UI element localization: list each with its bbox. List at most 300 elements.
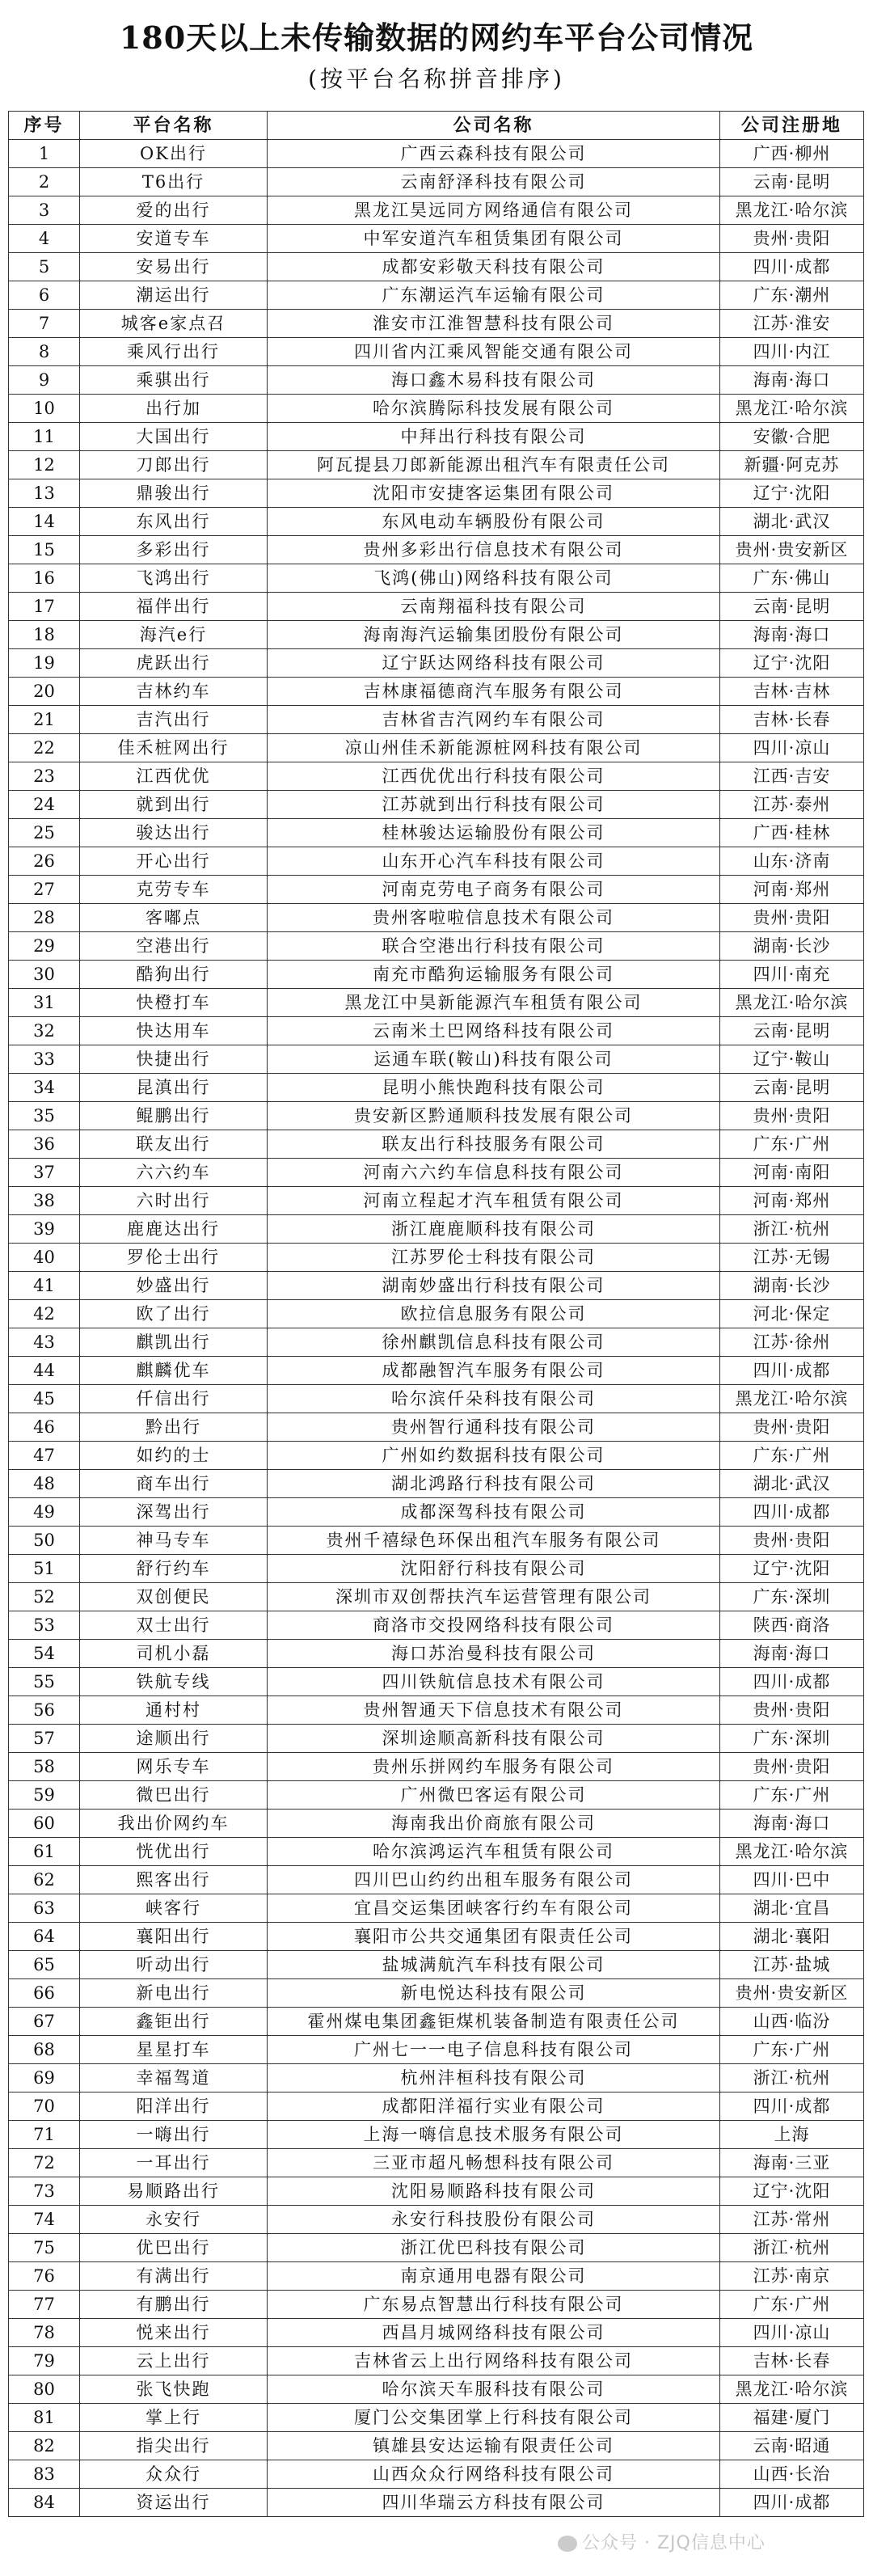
cell-location: 山东·济南 xyxy=(720,847,864,876)
cell-index: 39 xyxy=(9,1215,80,1244)
cell-location: 辽宁·沈阳 xyxy=(720,2177,864,2206)
cell-company-name: 霍州煤电集团鑫钜煤机装备制造有限责任公司 xyxy=(268,2008,720,2036)
cell-index: 48 xyxy=(9,1470,80,1498)
cell-index: 58 xyxy=(9,1753,80,1781)
table-row xyxy=(9,281,864,310)
cell-company-name: 桂林骏达运输股份有限公司 xyxy=(268,819,720,847)
cell-platform-name: 黔出行 xyxy=(80,1413,268,1442)
cell-platform-name: 襄阳出行 xyxy=(80,1923,268,1951)
cell-location: 江苏·泰州 xyxy=(720,791,864,819)
table-row xyxy=(9,1470,864,1498)
cell-platform-name: 麒凯出行 xyxy=(80,1328,268,1357)
table-row xyxy=(9,423,864,451)
table-row xyxy=(9,621,864,649)
cell-index: 71 xyxy=(9,2121,80,2149)
cell-index: 78 xyxy=(9,2319,80,2347)
cell-index: 44 xyxy=(9,1357,80,1385)
cell-location: 贵州·贵阳 xyxy=(720,1413,864,1442)
cell-platform-name: 众众行 xyxy=(80,2460,268,2489)
table-row xyxy=(9,1781,864,1810)
cell-index: 53 xyxy=(9,1611,80,1640)
cell-company-name: 江苏就到出行科技有限公司 xyxy=(268,791,720,819)
table-row xyxy=(9,2404,864,2432)
cell-location: 辽宁·鞍山 xyxy=(720,1045,864,1074)
cell-platform-name: 悦来出行 xyxy=(80,2319,268,2347)
cell-index: 62 xyxy=(9,1866,80,1894)
table-body xyxy=(9,140,864,2517)
cell-platform-name: 神马专车 xyxy=(80,1527,268,1555)
table-row xyxy=(9,1385,864,1413)
cell-company-name: 东风电动车辆股份有限公司 xyxy=(268,508,720,536)
cell-platform-name: 骏达出行 xyxy=(80,819,268,847)
cell-company-name: 联友出行科技服务有限公司 xyxy=(268,1130,720,1159)
table-row xyxy=(9,1555,864,1583)
cell-platform-name: 途顺出行 xyxy=(80,1725,268,1753)
cell-location: 海南·三亚 xyxy=(720,2149,864,2177)
table-row xyxy=(9,2036,864,2064)
cell-company-name: 南充市酷狗运输服务有限公司 xyxy=(268,961,720,989)
cell-platform-name: 仟信出行 xyxy=(80,1385,268,1413)
cell-location: 黑龙江·哈尔滨 xyxy=(720,395,864,423)
cell-company-name: 徐州麒凯信息科技有限公司 xyxy=(268,1328,720,1357)
cell-index: 30 xyxy=(9,961,80,989)
cell-location: 江苏·徐州 xyxy=(720,1328,864,1357)
cell-location: 四川·巴中 xyxy=(720,1866,864,1894)
cell-company-name: 云南米土巴网络科技有限公司 xyxy=(268,1017,720,1045)
table-row xyxy=(9,536,864,564)
cell-index: 5 xyxy=(9,253,80,281)
cell-location: 湖南·长沙 xyxy=(720,932,864,961)
cell-platform-name: 一耳出行 xyxy=(80,2149,268,2177)
cell-platform-name: 克劳专车 xyxy=(80,876,268,904)
cell-location: 浙江·杭州 xyxy=(720,2234,864,2262)
cell-company-name: 凉山州佳禾新能源桩网科技有限公司 xyxy=(268,734,720,762)
cell-location: 云南·昭通 xyxy=(720,2432,864,2460)
cell-index: 24 xyxy=(9,791,80,819)
cell-platform-name: 恍优出行 xyxy=(80,1838,268,1866)
cell-index: 69 xyxy=(9,2064,80,2092)
cell-location: 海南·海口 xyxy=(720,1810,864,1838)
table-row xyxy=(9,1696,864,1725)
cell-location: 黑龙江·哈尔滨 xyxy=(720,2375,864,2404)
cell-company-name: 杭州沣桓科技有限公司 xyxy=(268,2064,720,2092)
cell-location: 广东·潮州 xyxy=(720,281,864,310)
cell-location: 贵州·贵阳 xyxy=(720,904,864,932)
cell-location: 黑龙江·哈尔滨 xyxy=(720,989,864,1017)
table-row xyxy=(9,2262,864,2291)
cell-company-name: 湖北鸿路行科技有限公司 xyxy=(268,1470,720,1498)
document-subtitle: (按平台名称拼音排序) xyxy=(308,65,565,92)
table-row xyxy=(9,2489,864,2517)
cell-location: 云南·昆明 xyxy=(720,1074,864,1102)
cell-platform-name: 罗伦士出行 xyxy=(80,1244,268,1272)
cell-platform-name: 鑫钜出行 xyxy=(80,2008,268,2036)
cell-index: 79 xyxy=(9,2347,80,2375)
cell-location: 江苏·无锡 xyxy=(720,1244,864,1272)
cell-index: 10 xyxy=(9,395,80,423)
cell-company-name: 贵州乐拼网约车服务有限公司 xyxy=(268,1753,720,1781)
cell-index: 61 xyxy=(9,1838,80,1866)
cell-location: 辽宁·沈阳 xyxy=(720,479,864,508)
table-row xyxy=(9,1923,864,1951)
cell-platform-name: 吉汽出行 xyxy=(80,706,268,734)
cell-location: 四川·凉山 xyxy=(720,2319,864,2347)
cell-company-name: 深圳途顺高新科技有限公司 xyxy=(268,1725,720,1753)
cell-company-name: 海口苏治曼科技有限公司 xyxy=(268,1640,720,1668)
cell-location: 云南·昆明 xyxy=(720,1017,864,1045)
cell-index: 8 xyxy=(9,338,80,366)
cell-company-name: 南京通用电器有限公司 xyxy=(268,2262,720,2291)
cell-company-name: 辽宁跃达网络科技有限公司 xyxy=(268,649,720,678)
table-row xyxy=(9,1045,864,1074)
cell-company-name: 云南翔福科技有限公司 xyxy=(268,593,720,621)
table-row xyxy=(9,2234,864,2262)
cell-platform-name: OK出行 xyxy=(80,140,268,168)
cell-index: 17 xyxy=(9,593,80,621)
cell-company-name: 贵州智通天下信息技术有限公司 xyxy=(268,1696,720,1725)
table-row xyxy=(9,2432,864,2460)
cell-index: 41 xyxy=(9,1272,80,1300)
cell-location: 广东·深圳 xyxy=(720,1725,864,1753)
cell-company-name: 山东开心汽车科技有限公司 xyxy=(268,847,720,876)
table-row xyxy=(9,1640,864,1668)
table-row xyxy=(9,1413,864,1442)
cell-platform-name: 快达用车 xyxy=(80,1017,268,1045)
cell-platform-name: 快捷出行 xyxy=(80,1045,268,1074)
cell-location: 黑龙江·哈尔滨 xyxy=(720,1385,864,1413)
table-row xyxy=(9,2008,864,2036)
cell-index: 54 xyxy=(9,1640,80,1668)
cell-platform-name: 商车出行 xyxy=(80,1470,268,1498)
cell-index: 25 xyxy=(9,819,80,847)
cell-location: 四川·南充 xyxy=(720,961,864,989)
table-row xyxy=(9,989,864,1017)
column-header-platform: 平台名称 xyxy=(80,112,268,140)
cell-platform-name: 鲲鹏出行 xyxy=(80,1102,268,1130)
cell-location: 贵州·贵阳 xyxy=(720,1696,864,1725)
cell-index: 6 xyxy=(9,281,80,310)
cell-index: 33 xyxy=(9,1045,80,1074)
cell-location: 海南·海口 xyxy=(720,621,864,649)
cell-platform-name: 优巴出行 xyxy=(80,2234,268,2262)
cell-company-name: 海口鑫木易科技有限公司 xyxy=(268,366,720,395)
cell-platform-name: 吉林约车 xyxy=(80,678,268,706)
cell-location: 江苏·常州 xyxy=(720,2206,864,2234)
table-row xyxy=(9,1272,864,1300)
cell-company-name: 镇雄县安达运输有限责任公司 xyxy=(268,2432,720,2460)
cell-company-name: 广州微巴客运有限公司 xyxy=(268,1781,720,1810)
cell-platform-name: 峡客行 xyxy=(80,1894,268,1923)
table-row xyxy=(9,2149,864,2177)
table-row xyxy=(9,2064,864,2092)
cell-location: 四川·成都 xyxy=(720,1498,864,1527)
cell-location: 广东·广州 xyxy=(720,1130,864,1159)
cell-platform-name: 网乐专车 xyxy=(80,1753,268,1781)
cell-platform-name: 幸福驾道 xyxy=(80,2064,268,2092)
cell-company-name: 四川巴山约约出租车服务有限公司 xyxy=(268,1866,720,1894)
cell-platform-name: 如约的士 xyxy=(80,1442,268,1470)
table-row xyxy=(9,1866,864,1894)
table-row xyxy=(9,366,864,395)
cell-index: 31 xyxy=(9,989,80,1017)
cell-index: 46 xyxy=(9,1413,80,1442)
table-row xyxy=(9,564,864,593)
table-row xyxy=(9,706,864,734)
cell-index: 40 xyxy=(9,1244,80,1272)
cell-platform-name: 乘风行出行 xyxy=(80,338,268,366)
cell-platform-name: 指尖出行 xyxy=(80,2432,268,2460)
cell-platform-name: 空港出行 xyxy=(80,932,268,961)
cell-index: 3 xyxy=(9,196,80,225)
cell-index: 26 xyxy=(9,847,80,876)
table-row xyxy=(9,1328,864,1357)
cell-location: 海南·海口 xyxy=(720,366,864,395)
table-row xyxy=(9,1357,864,1385)
cell-index: 47 xyxy=(9,1442,80,1470)
cell-company-name: 河南立程起才汽车租赁有限公司 xyxy=(268,1187,720,1215)
cell-location: 四川·成都 xyxy=(720,1357,864,1385)
table-row xyxy=(9,1611,864,1640)
cell-index: 70 xyxy=(9,2092,80,2121)
table-row xyxy=(9,1951,864,1979)
table-row xyxy=(9,338,864,366)
cell-location: 湖北·襄阳 xyxy=(720,1923,864,1951)
cell-platform-name: 云上出行 xyxy=(80,2347,268,2375)
cell-location: 广东·佛山 xyxy=(720,564,864,593)
cell-index: 75 xyxy=(9,2234,80,2262)
cell-index: 20 xyxy=(9,678,80,706)
cell-location: 浙江·杭州 xyxy=(720,2064,864,2092)
cell-location: 四川·成都 xyxy=(720,2092,864,2121)
table-header-row xyxy=(9,112,864,140)
watermark xyxy=(558,2529,765,2554)
cell-platform-name: 资运出行 xyxy=(80,2489,268,2517)
cell-index: 81 xyxy=(9,2404,80,2432)
cell-company-name: 中军安道汽车租赁集团有限公司 xyxy=(268,225,720,253)
cell-company-name: 成都融智汽车服务有限公司 xyxy=(268,1357,720,1385)
cell-company-name: 哈尔滨天车服科技有限公司 xyxy=(268,2375,720,2404)
cell-platform-name: 鹿鹿达出行 xyxy=(80,1215,268,1244)
cell-company-name: 吉林康福德商汽车服务有限公司 xyxy=(268,678,720,706)
cell-platform-name: 张飞快跑 xyxy=(80,2375,268,2404)
cell-platform-name: 六六约车 xyxy=(80,1159,268,1187)
cell-company-name: 沈阳市安捷客运集团有限公司 xyxy=(268,479,720,508)
cell-index: 27 xyxy=(9,876,80,904)
cell-location: 四川·成都 xyxy=(720,1668,864,1696)
cell-platform-name: 新电出行 xyxy=(80,1979,268,2008)
table-row xyxy=(9,451,864,479)
cell-index: 63 xyxy=(9,1894,80,1923)
table-row xyxy=(9,1159,864,1187)
cell-index: 13 xyxy=(9,479,80,508)
cell-platform-name: 微巴出行 xyxy=(80,1781,268,1810)
cell-location: 吉林·长春 xyxy=(720,706,864,734)
cell-location: 四川·内江 xyxy=(720,338,864,366)
cell-index: 65 xyxy=(9,1951,80,1979)
cell-platform-name: 一嗨出行 xyxy=(80,2121,268,2149)
table-row xyxy=(9,2291,864,2319)
cell-platform-name: 江西优优 xyxy=(80,762,268,791)
cell-company-name: 广东易点智慧出行科技有限公司 xyxy=(268,2291,720,2319)
cell-platform-name: 熙客出行 xyxy=(80,1866,268,1894)
cell-company-name: 湖南妙盛出行科技有限公司 xyxy=(268,1272,720,1300)
cell-company-name: 哈尔滨仟朵科技有限公司 xyxy=(268,1385,720,1413)
document-header xyxy=(0,0,873,111)
cell-company-name: 成都阳洋福行实业有限公司 xyxy=(268,2092,720,2121)
cell-platform-name: 通村村 xyxy=(80,1696,268,1725)
cell-location: 河北·保定 xyxy=(720,1300,864,1328)
cell-platform-name: 客嘟点 xyxy=(80,904,268,932)
cell-platform-name: 掌上行 xyxy=(80,2404,268,2432)
cell-location: 云南·昆明 xyxy=(720,168,864,196)
cell-location: 广东·深圳 xyxy=(720,1583,864,1611)
cell-index: 2 xyxy=(9,168,80,196)
cell-index: 82 xyxy=(9,2432,80,2460)
cell-location: 山西·长治 xyxy=(720,2460,864,2489)
cell-location: 江苏·盐城 xyxy=(720,1951,864,1979)
table-row xyxy=(9,1668,864,1696)
document-title: 180天以上未传输数据的网约车平台公司情况 xyxy=(119,19,754,56)
cell-platform-name: 有鹏出行 xyxy=(80,2291,268,2319)
cell-index: 1 xyxy=(9,140,80,168)
table-row xyxy=(9,1074,864,1102)
table-row xyxy=(9,791,864,819)
table-row xyxy=(9,1102,864,1130)
table-row xyxy=(9,1810,864,1838)
cell-company-name: 成都深驾科技有限公司 xyxy=(268,1498,720,1527)
cell-platform-name: 海汽e行 xyxy=(80,621,268,649)
cell-platform-name: 出行加 xyxy=(80,395,268,423)
cell-location: 广东·广州 xyxy=(720,2036,864,2064)
table-row xyxy=(9,1583,864,1611)
cell-company-name: 贵安新区黔通顺科技发展有限公司 xyxy=(268,1102,720,1130)
cell-company-name: 海南我出价商旅有限公司 xyxy=(268,1810,720,1838)
cell-index: 36 xyxy=(9,1130,80,1159)
cell-company-name: 江西优优出行科技有限公司 xyxy=(268,762,720,791)
cell-company-name: 三亚市超凡畅想科技有限公司 xyxy=(268,2149,720,2177)
table-row xyxy=(9,734,864,762)
cell-platform-name: 酷狗出行 xyxy=(80,961,268,989)
cell-index: 56 xyxy=(9,1696,80,1725)
cell-company-name: 昆明小熊快跑科技有限公司 xyxy=(268,1074,720,1102)
cell-index: 18 xyxy=(9,621,80,649)
cell-platform-name: 大国出行 xyxy=(80,423,268,451)
cell-location: 河南·郑州 xyxy=(720,1187,864,1215)
table-row xyxy=(9,1725,864,1753)
column-header-company: 公司名称 xyxy=(268,112,720,140)
cell-platform-name: 星星打车 xyxy=(80,2036,268,2064)
table-row xyxy=(9,1130,864,1159)
table-row xyxy=(9,253,864,281)
cell-platform-name: 阳洋出行 xyxy=(80,2092,268,2121)
table-row xyxy=(9,1442,864,1470)
cell-index: 19 xyxy=(9,649,80,678)
table-row xyxy=(9,140,864,168)
cell-index: 14 xyxy=(9,508,80,536)
cell-company-name: 广西云森科技有限公司 xyxy=(268,140,720,168)
column-header-location: 公司注册地 xyxy=(720,112,864,140)
cell-index: 74 xyxy=(9,2206,80,2234)
cell-index: 84 xyxy=(9,2489,80,2517)
cell-location: 河南·郑州 xyxy=(720,876,864,904)
cell-company-name: 新电悦达科技有限公司 xyxy=(268,1979,720,2008)
cell-location: 福建·厦门 xyxy=(720,2404,864,2432)
cell-platform-name: 妙盛出行 xyxy=(80,1272,268,1300)
cell-index: 59 xyxy=(9,1781,80,1810)
cell-location: 湖北·武汉 xyxy=(720,1470,864,1498)
cell-location: 新疆·阿克苏 xyxy=(720,451,864,479)
cell-company-name: 永安行科技股份有限公司 xyxy=(268,2206,720,2234)
table-row xyxy=(9,904,864,932)
cell-location: 贵州·贵阳 xyxy=(720,225,864,253)
table-row xyxy=(9,2460,864,2489)
cell-location: 贵州·贵安新区 xyxy=(720,1979,864,2008)
cell-platform-name: 欧了出行 xyxy=(80,1300,268,1328)
table-row xyxy=(9,2206,864,2234)
table-row xyxy=(9,1527,864,1555)
cell-company-name: 贵州智行通科技有限公司 xyxy=(268,1413,720,1442)
cell-platform-name: 鼎骏出行 xyxy=(80,479,268,508)
cell-company-name: 广州七一一电子信息科技有限公司 xyxy=(268,2036,720,2064)
cell-company-name: 吉林省吉汽网约车有限公司 xyxy=(268,706,720,734)
table-row xyxy=(9,1215,864,1244)
cell-location: 云南·昆明 xyxy=(720,593,864,621)
cell-company-name: 浙江优巴科技有限公司 xyxy=(268,2234,720,2262)
cell-company-name: 西昌月城网络科技有限公司 xyxy=(268,2319,720,2347)
cell-platform-name: 飞鸿出行 xyxy=(80,564,268,593)
cell-index: 28 xyxy=(9,904,80,932)
cell-location: 广东·广州 xyxy=(720,1442,864,1470)
cell-company-name: 哈尔滨鸿运汽车租赁有限公司 xyxy=(268,1838,720,1866)
cell-location: 贵州·贵阳 xyxy=(720,1102,864,1130)
cell-location: 广西·桂林 xyxy=(720,819,864,847)
cell-location: 黑龙江·哈尔滨 xyxy=(720,1838,864,1866)
cell-index: 73 xyxy=(9,2177,80,2206)
cell-location: 安徽·合肥 xyxy=(720,423,864,451)
cell-company-name: 成都安彩敬天科技有限公司 xyxy=(268,253,720,281)
cell-location: 江西·吉安 xyxy=(720,762,864,791)
cell-platform-name: 深驾出行 xyxy=(80,1498,268,1527)
table-row xyxy=(9,310,864,338)
cell-company-name: 广州如约数据科技有限公司 xyxy=(268,1442,720,1470)
cell-index: 32 xyxy=(9,1017,80,1045)
table-row xyxy=(9,649,864,678)
cell-index: 35 xyxy=(9,1102,80,1130)
table-row xyxy=(9,1187,864,1215)
table-row xyxy=(9,1753,864,1781)
cell-company-name: 广东潮运汽车运输有限公司 xyxy=(268,281,720,310)
cell-company-name: 贵州千禧绿色环保出租汽车服务有限公司 xyxy=(268,1527,720,1555)
cell-index: 83 xyxy=(9,2460,80,2489)
table-row xyxy=(9,961,864,989)
cell-index: 15 xyxy=(9,536,80,564)
cell-index: 72 xyxy=(9,2149,80,2177)
cell-company-name: 阿瓦提县刀郎新能源出租汽车有限责任公司 xyxy=(268,451,720,479)
cell-platform-name: 联友出行 xyxy=(80,1130,268,1159)
cell-index: 80 xyxy=(9,2375,80,2404)
column-header-index: 序号 xyxy=(9,112,80,140)
cell-index: 34 xyxy=(9,1074,80,1102)
cell-company-name: 四川铁航信息技术有限公司 xyxy=(268,1668,720,1696)
cell-location: 海南·海口 xyxy=(720,1640,864,1668)
cell-company-name: 海南海汽运输集团股份有限公司 xyxy=(268,621,720,649)
table-row xyxy=(9,932,864,961)
cell-index: 22 xyxy=(9,734,80,762)
cell-platform-name: 永安行 xyxy=(80,2206,268,2234)
cell-company-name: 贵州客啦啦信息技术有限公司 xyxy=(268,904,720,932)
cell-location: 四川·成都 xyxy=(720,253,864,281)
cell-company-name: 黑龙江中昊新能源汽车租赁有限公司 xyxy=(268,989,720,1017)
